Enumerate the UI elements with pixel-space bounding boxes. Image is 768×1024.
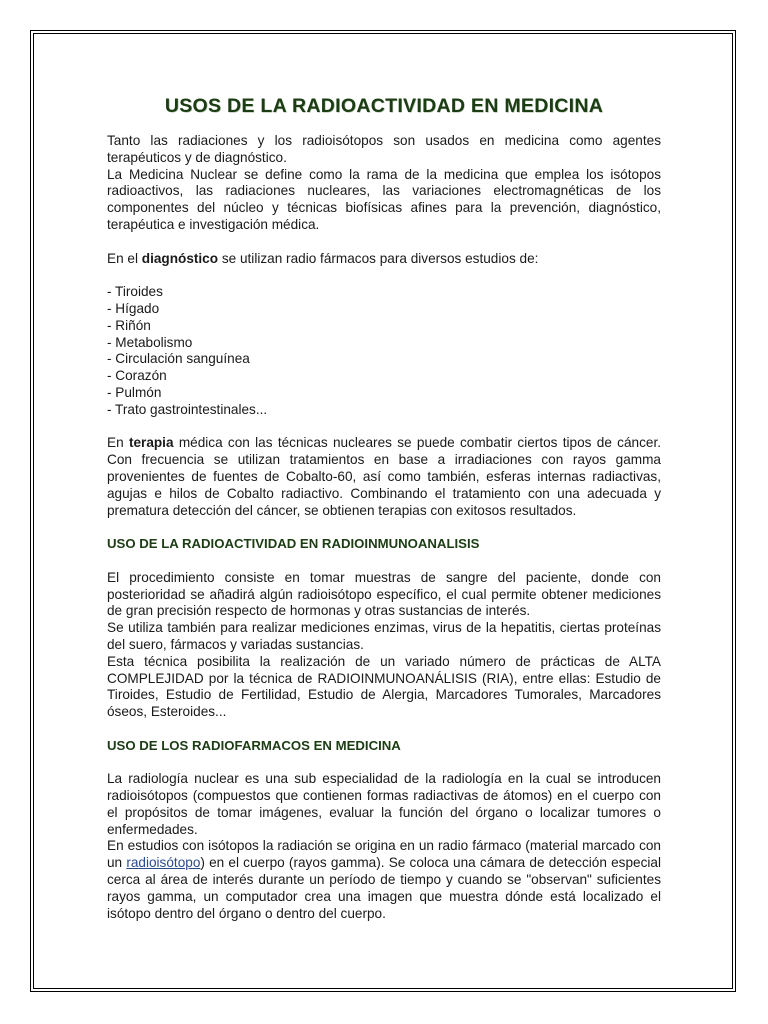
ria-heading: USO DE LA RADIOACTIVIDAD EN RADIOINMUNOANALISIS xyxy=(107,536,480,552)
radiofarmacos-text-after: ) en el cuerpo (rayos gamma). Se coloca una cámara de detección especial cerca al área de interés durante un período de tiempo y cuando se "observan" suficientes rayos gamma, un computador crea una imagen que muestra dónde está localizado el isótopo dentro del órgano o dentro del cuerpo. xyxy=(107,855,661,921)
terapia-text-before: En xyxy=(107,435,129,451)
list-item: - Hígado xyxy=(107,300,160,316)
list-item: - Circulación sanguínea xyxy=(107,351,250,367)
terapia-text-after: médica con las técnicas nucleares se puede combatir ciertos tipos de cáncer. Con frecuencia se utilizan tratamientos en base a irradiaciones con rayos gamma provenientes de fuentes de Cobalto-60, así como también, esferas internas radiactivas, agujas e hilos de Cobalto radiactivo. Combinando el tratamiento con una adecuada y prematura detección del cáncer, se obtienen terapias con exitosos resultados. xyxy=(107,435,662,518)
document-body xyxy=(107,94,661,922)
list-item: - Pulmón xyxy=(107,384,162,400)
terapia-bold: terapia xyxy=(128,435,174,451)
radiofarmacos-heading: USO DE LOS RADIOFARMACOS EN MEDICINA xyxy=(107,737,401,753)
list-item: - Corazón xyxy=(107,368,167,384)
ria-paragraph-2: Se utiliza también para realizar mediciones enzimas, virus de la hepatitis, ciertas proteínas del suero, fármacos y variadas sustancias. xyxy=(107,620,661,652)
radiofarmacos-paragraph-2 xyxy=(107,838,661,922)
diagnostico-list xyxy=(107,284,661,418)
diagnostico-text-after: se utilizan radio fármacos para diversos estudios de: xyxy=(218,250,539,266)
diagnostico-text-before: En el xyxy=(107,250,142,266)
intro-paragraph-2: La Medicina Nuclear se define como la rama de la medicina que emplea los isótopos radioactivos, las radiaciones nucleares, las variaciones electromagnéticas de los componentes del núcleo y técnicas biofísicas afines para la prevención, diagnóstico, terapéutica e investigación médica. xyxy=(107,166,661,232)
diagnostico-bold: diagnóstico xyxy=(141,250,219,266)
list-item: - Metabolismo xyxy=(107,334,193,350)
diagnostico-paragraph xyxy=(107,251,661,268)
list-item: - Trato gastrointestinales... xyxy=(107,401,268,417)
radiofarmacos-paragraph-1: La radiología nuclear es una sub especialidad de la radiología en la cual se introducen radioisótopos (compuestos que contienen formas radiactivas de átomos) en el cuerpo con el propósitos de tomar imágenes, evaluar la función del órgano o localizar tumores o enfermedades. xyxy=(107,771,661,837)
intro-paragraph-1: Tanto las radiaciones y los radioisótopos son usados en medicina como agentes terapéuticos y de diagnóstico. xyxy=(107,133,661,165)
ria-paragraph-1: El procedimiento consiste en tomar muestras de sangre del paciente, donde con posterioridad se añadirá algún radioisótopo específico, el cual permite obtener mediciones de gran precisión respecto de hormonas y otras sustancias de interés. xyxy=(107,569,661,619)
list-item: - Riñón xyxy=(107,317,151,333)
terapia-paragraph xyxy=(107,435,661,519)
document-title: USOS DE LA RADIOACTIVIDAD EN MEDICINA xyxy=(164,95,604,117)
radiofarmacos-text-before: En estudios con isótopos la radiación se origina en un radio fármaco (material marcado con un xyxy=(107,838,661,871)
radioisotopo-link[interactable]: radioisótopo xyxy=(126,855,201,871)
list-item: - Tiroides xyxy=(107,284,163,300)
ria-paragraph-3: Esta técnica posibilita la realización de un variado número de prácticas de ALTA COMPLEJIDAD por la técnica de RADIOINMUNOANÁLISIS (RIA), entre ellas: Estudio de Tiroides, Estudio de Fertilidad, Estudio de Alergia, Marcadores Tumorales, Marcadores óseos, Esteroides... xyxy=(107,653,661,720)
